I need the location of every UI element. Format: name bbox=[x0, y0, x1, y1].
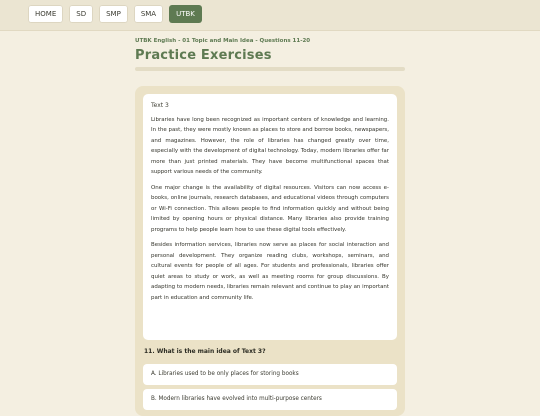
nav-home-button[interactable]: HOME bbox=[28, 5, 63, 23]
answer-option-b[interactable]: B. Modern libraries have evolved into multi-purpose centers bbox=[143, 389, 397, 410]
nav-utbk-button[interactable]: UTBK bbox=[169, 5, 202, 23]
nav-menu bbox=[28, 5, 202, 23]
breadcrumb: UTBK English - 01 Topic and Main Idea - Questions 11-20 bbox=[135, 38, 311, 44]
nav-sma-button[interactable]: SMA bbox=[134, 5, 163, 23]
exercise-panel bbox=[135, 86, 405, 416]
nav-smp-button[interactable]: SMP bbox=[99, 5, 128, 23]
question-text: 11. What is the main idea of Text 3? bbox=[144, 348, 266, 355]
passage-paragraph: Libraries have long been recognized as important centers of knowledge and learning. In the past, they were mostly known as places to store and borrow books, newspapers, and magazines. However, the role of libraries has changed greatly over time, especially with the development of digital technology. Today, modern libraries offer far more than just printed materials. They have become multifunctional spaces that support various needs of the community. bbox=[151, 117, 389, 176]
title-underline bbox=[135, 67, 405, 71]
passage-paragraph: One major change is the availability of digital resources. Visitors can now access e-books, online journals, research databases, and educational videos through computers or Wi-Fi connection. This allows people to find information quickly and without being limited by opening hours or physical distance. Many libraries also provide training programs to help people learn how to use these digital tools effectively. bbox=[151, 184, 389, 233]
top-navigation-bar bbox=[0, 0, 540, 31]
nav-sd-button[interactable]: SD bbox=[69, 5, 93, 23]
passage-label: Text 3 bbox=[151, 102, 169, 109]
passage-card bbox=[143, 94, 397, 340]
passage-paragraph: Besides information services, libraries now serve as places for social interaction and personal development. They organize reading clubs, workshops, seminars, and cultural events for people of all ages. For students and professionals, libraries offer quiet areas to study or work, as well as meeting rooms for group discussions. By adapting to modern needs, libraries remain relevant and continue to play an important part in education and community life. bbox=[151, 242, 389, 301]
answer-option-a[interactable]: A. Libraries used to be only places for storing books bbox=[143, 364, 397, 385]
page-title: Practice Exercises bbox=[135, 48, 272, 63]
